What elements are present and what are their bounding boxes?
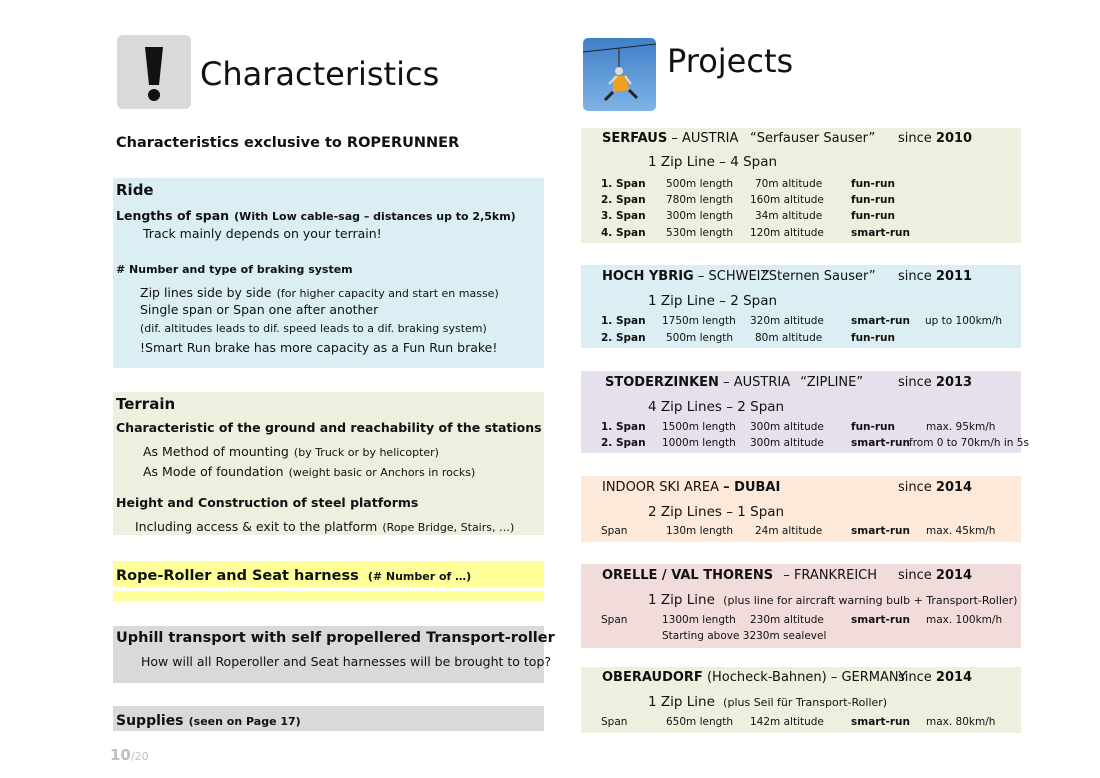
access-line: Including access & exit to the platform (Rope Bridge, Stairs, …) <box>135 519 515 534</box>
project-since: since 2010 <box>898 131 973 146</box>
project-orelle <box>581 564 1021 648</box>
project-indoor-ski-area <box>581 476 1021 542</box>
rope-roller-bar <box>113 591 544 601</box>
table-row: Span 1300m length 230m altitude smart-run max. 100km/h <box>601 614 1003 626</box>
project-summary: 1 Zip Line – 4 Span <box>648 154 778 170</box>
project-since: since 2011 <box>898 269 973 284</box>
project-oberaudorf <box>581 667 1021 733</box>
exclamation-icon <box>117 35 191 109</box>
project-summary: 1 Zip Line – 2 Span <box>648 293 778 309</box>
project-serfaus <box>581 128 1021 243</box>
project-summary: 1 Zip Line (plus Seil für Transport-Roller) <box>648 694 888 710</box>
project-since: since 2013 <box>898 375 973 390</box>
braking-label: # Number and type of braking system <box>116 263 353 276</box>
table-row: Span 130m length 24m altitude smart-run max. 45km/h <box>601 525 996 537</box>
project-summary: 2 Zip Lines – 1 Span <box>648 504 785 520</box>
table-row: 2. Span 500m length 80m altitude fun-run <box>601 332 896 344</box>
project-title: STODERZINKEN – AUSTRIA “ZIPLINE” <box>605 375 864 390</box>
project-since: since 2014 <box>898 480 973 495</box>
ground-text: Characteristic of the ground and reachability of the stations <box>116 420 542 435</box>
table-row: 4. Span 530m length 120m altitude smart-run <box>601 227 910 239</box>
rope-roller-section <box>113 561 544 587</box>
single-span-text: Single span or Span one after another <box>140 302 379 317</box>
uphill-section <box>113 626 555 683</box>
project-extra: Starting above 3230m sealevel <box>662 630 827 642</box>
track-text: Track mainly depends on your terrain! <box>143 226 382 241</box>
table-row: 1. Span 1750m length 320m altitude smart-run up to 100km/h <box>601 315 1003 327</box>
table-row: 3. Span 300m length 34m altitude fun-run <box>601 210 896 222</box>
table-row: 1. Span 500m length 70m altitude fun-run <box>601 178 896 190</box>
table-row: Span 650m length 142m altitude smart-run max. 80km/h <box>601 716 996 728</box>
terrain-section <box>113 392 544 535</box>
ride-section <box>113 178 544 368</box>
project-title: INDOOR SKI AREA – DUBAI <box>602 480 781 495</box>
table-row: 2. Span 780m length 160m altitude fun-run <box>601 194 896 206</box>
project-nickname: “Sternen Sauser” <box>762 269 876 284</box>
table-row: 1. Span 1500m length 300m altitude fun-run max. 95km/h <box>601 421 996 433</box>
projects-title: Projects <box>667 42 794 80</box>
terrain-heading: Terrain <box>116 395 176 413</box>
foundation-line: As Mode of foundation (weight basic or Anchors in rocks) <box>143 464 476 479</box>
project-title: ORELLE / VAL THORENS – FRANKREICH <box>602 568 878 583</box>
supplies-section <box>113 706 544 731</box>
project-since: since 2014 <box>898 670 973 685</box>
characteristics-subtitle: Characteristics exclusive to ROPERUNNER <box>116 135 460 151</box>
mounting-line: As Method of mounting (by Truck or by helicopter) <box>143 444 439 459</box>
rope-roller-line: Rope-Roller and Seat harness (# Number of …) <box>116 568 472 584</box>
project-hoch-ybrig <box>581 265 1021 348</box>
uphill-question: How will all Roperoller and Seat harnesses will be brought to top? <box>141 654 552 669</box>
uphill-label: Uphill transport with self propellered Transport-roller <box>116 630 555 646</box>
characteristics-title: Characteristics <box>200 55 440 93</box>
project-title: SERFAUS – AUSTRIA <box>602 131 739 146</box>
project-summary: 4 Zip Lines – 2 Span <box>648 399 785 415</box>
altitudes-note: (dif. altitudes leads to dif. speed leads to a dif. braking system) <box>140 322 487 335</box>
project-stoderzinken <box>581 371 1029 453</box>
project-nickname: “Serfauser Sauser” <box>750 131 876 146</box>
zipline-photo-icon <box>583 38 656 111</box>
smart-run-note: !Smart Run brake has more capacity as a Fun Run brake! <box>140 340 498 355</box>
table-row: 2. Span 1000m length 300m altitude smart-run from 0 to 70km/h in 5s <box>601 437 1029 449</box>
page-number: 10/20 <box>110 746 149 764</box>
platforms-text: Height and Construction of steel platforms <box>116 495 419 510</box>
project-title: HOCH YBRIG – SCHWEIZ <box>602 269 770 284</box>
ride-heading: Ride <box>116 181 154 199</box>
project-title: OBERAUDORF (Hocheck-Bahnen) – GERMANY <box>602 670 907 685</box>
span-length-line: Lengths of span (With Low cable-sag – distances up to 2,5km) <box>116 208 516 223</box>
project-since: since 2014 <box>898 568 973 583</box>
project-summary: 1 Zip Line (plus line for aircraft warning bulb + Transport-Roller) <box>648 592 1018 608</box>
zip-lines-line: Zip lines side by side (for higher capacity and start en masse) <box>140 285 499 300</box>
supplies-line: Supplies (seen on Page 17) <box>116 713 301 729</box>
